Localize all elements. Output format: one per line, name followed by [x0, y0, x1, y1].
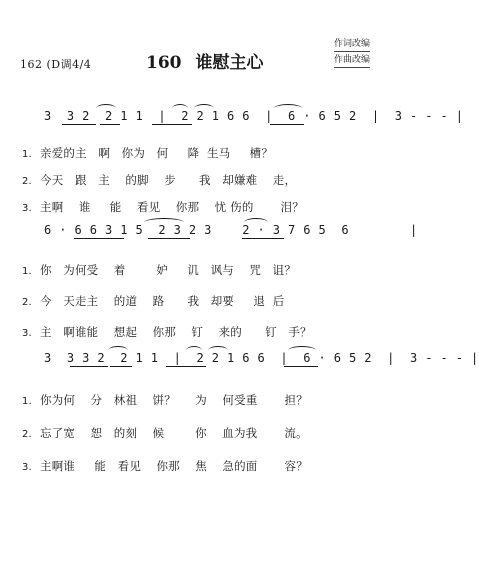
lyric-line	[22, 392, 308, 408]
verse-number: 3.	[22, 203, 32, 214]
score-line-3	[44, 346, 479, 368]
score-notes: 3 3 3 2 2 1 1 | 2 2 1 6 6 | 6 · 6 5 2 | 3 - - - |	[44, 351, 479, 365]
score-line-2	[44, 218, 418, 240]
lyric-line	[22, 458, 308, 474]
lyric-line	[22, 172, 296, 188]
slur-mark	[172, 104, 188, 113]
lyric-text: 你 为何受 着 妒 讥 讽与 咒 诅？	[40, 263, 297, 277]
credit-line-2: 作曲改编	[334, 54, 370, 68]
credit-line-1: 作词改编	[334, 38, 370, 52]
lyric-text: 你为何 分 林祖 饼？ 为 何受重 担？	[40, 393, 308, 407]
beam-underline	[148, 238, 190, 239]
slur-mark	[244, 218, 268, 227]
lyric-line	[22, 262, 296, 278]
lyric-text: 主啊 谁 能 看见 你那 忧 伤的 泪？	[40, 200, 304, 214]
slur-mark	[288, 346, 316, 355]
lyric-text: 主啊谁 能 看见 你那 焦 急的面 容？	[40, 459, 308, 473]
verse-number: 2.	[22, 176, 32, 187]
beam-underline	[284, 366, 318, 367]
beam-underline	[62, 124, 96, 125]
verse-number: 1.	[22, 396, 32, 407]
slur-mark	[186, 346, 202, 355]
verse-number: 2.	[22, 429, 32, 440]
verse-number: 1.	[22, 149, 32, 160]
slur-mark	[274, 104, 302, 113]
beam-underline	[110, 366, 132, 367]
slur-mark	[96, 104, 116, 113]
lyric-text: 亲爱的主 啊 你为 何 降 生马 槽？	[40, 146, 274, 160]
hymn-title-block	[146, 48, 264, 73]
lyric-line	[22, 199, 304, 215]
lyric-line	[22, 293, 285, 309]
lyric-text: 今 天走主 的道 路 我 却要 退 后	[40, 294, 285, 308]
beam-underline	[100, 124, 120, 125]
lyric-line	[22, 425, 308, 441]
lyric-text: 忘了宽 恕 的刻 候 你 血为我 流。	[40, 426, 308, 440]
score-notes: 3 3 2 2 1 1 | 2 2 1 6 6 | 6 · 6 5 2 | 3 - - - |	[44, 109, 464, 123]
beam-underline	[74, 238, 124, 239]
score-line-1	[44, 104, 464, 126]
verse-number: 3.	[22, 328, 32, 339]
lyric-text: 今天 跟 主 的脚 步 我 却嫌难 走，	[40, 173, 297, 187]
beam-underline	[152, 124, 192, 125]
page-header-left: 162 (D调4/4	[20, 58, 92, 71]
lyric-line	[22, 145, 273, 161]
beam-underline	[242, 238, 284, 239]
beam-underline	[70, 366, 108, 367]
slur-mark	[108, 346, 128, 355]
verse-number: 2.	[22, 297, 32, 308]
beam-underline	[166, 366, 206, 367]
lyric-line	[22, 324, 312, 340]
hymn-number: 160	[146, 53, 182, 73]
credits	[334, 38, 370, 70]
score-notes: 6 · 6 6 3 1 5 2 3 2 3 2 · 3 7 6 5 6 |	[44, 223, 418, 237]
verse-number: 1.	[22, 266, 32, 277]
slur-mark	[194, 104, 214, 113]
slur-mark	[208, 346, 228, 355]
slur-mark	[144, 218, 184, 227]
hymn-title: 谁慰主心	[195, 53, 264, 73]
verse-number: 3.	[22, 462, 32, 473]
beam-underline	[270, 124, 304, 125]
lyric-text: 主 啊谁能 想起 你那 钉 来的 钉 手？	[40, 325, 312, 339]
